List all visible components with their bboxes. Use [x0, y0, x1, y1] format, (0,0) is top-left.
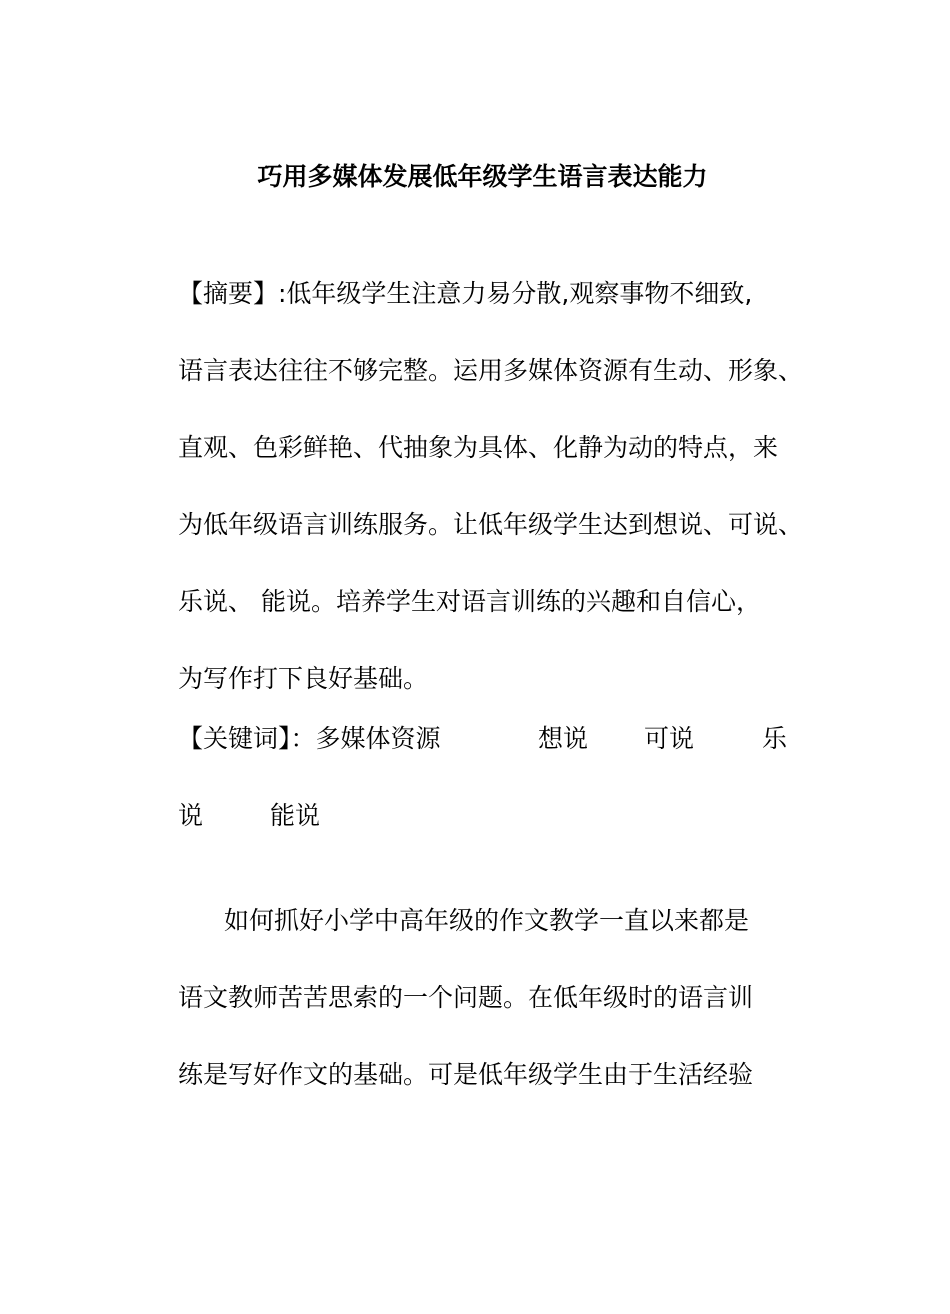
- keywords-line: [178, 777, 818, 854]
- body-line: 练是写好作文的基础。可是低年级学生由于生活经验: [178, 1060, 754, 1089]
- keyword-item: 能说: [270, 801, 321, 830]
- body-line: 如何抓好小学中高年级的作文教学一直以来都是: [224, 906, 750, 935]
- abstract-line: 为写作打下良好基础。: [178, 664, 429, 693]
- document-title: 巧用多媒体发展低年级学生语言表达能力: [257, 162, 708, 191]
- abstract-line: 【摘要】:低年级学生注意力易分散,观察事物不细致,: [178, 279, 753, 308]
- keywords-line: [178, 700, 818, 777]
- abstract-line: 直观、色彩鲜艳、代抽象为具体、化静为动的特点，来: [178, 433, 779, 462]
- keyword-item: 可说: [644, 724, 695, 753]
- keyword-item: 说: [178, 801, 204, 830]
- abstract-line: 乐说、 能说。培养学生对语言训练的兴趣和自信心，: [178, 587, 761, 616]
- keywords-section: [178, 700, 818, 854]
- keyword-item: 乐: [762, 724, 788, 753]
- keywords-label: 【关键词】：多媒体资源: [178, 724, 441, 753]
- abstract-line: 语言表达往往不够完整。运用多媒体资源有生动、形象、: [178, 356, 804, 385]
- abstract-line: 为低年级语言训练服务。让低年级学生达到想说、可说、: [178, 510, 804, 539]
- body-line: 语文教师苦苦思索的一个问题。在低年级时的语言训: [178, 983, 754, 1012]
- abstract-section: [178, 255, 818, 717]
- keyword-item: 想说: [538, 724, 589, 753]
- body-section: [178, 882, 818, 1113]
